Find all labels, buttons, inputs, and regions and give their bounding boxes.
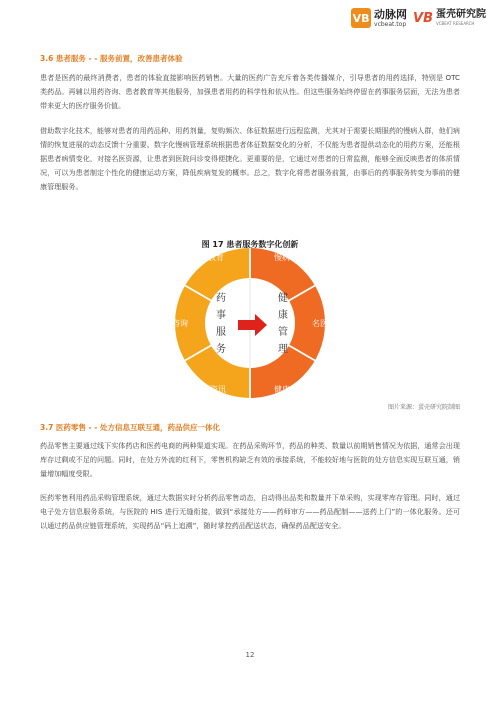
patient-service-diagram (145, 246, 355, 400)
center-left-char-2: 事 (216, 310, 226, 321)
segment-expert-consult: 名医问诊 (312, 319, 344, 328)
section-3-7-paragraph-2: 医药零售利用药品采购管理系统，通过大数据实时分析药品零售动态，自动得出品类和数量并下单采购，实现零库存管理。同时，通过电子处方信息服务系统，与医院的 HIS 进行无缝衔接，做到“承接处方——药师审方——药品配制——送药上门”的一体化服务。还可以通过药品供应链管理系统，实现药品“码上追溯”，随时掌控药品配送状态，确保药品配送安全。 (40, 493, 460, 530)
section-3-6-paragraph-1: 患者是医药的最终消费者，患者的体验直接影响医药销售。大量的医药广告充斥着各类传播媒介，引导患者的用药选择，特别是 OTC 类药品。再辅以用药咨询、患者教育等其他服务，加强患者用药的科学性和依从性。但这些服务始终停留在药事服务层面，无法为患者带来更大的医疗服务价值。 (40, 73, 460, 110)
research-logo-sub: VCBEAT RESEARCH (436, 21, 475, 26)
research-logo (413, 10, 486, 26)
vcbeat-logo-name: 动脉网 (374, 7, 408, 21)
section-3-6-paragraph-2: 借助数字化技术，能够对患者的用药品种、用药剂量，复购频次、体征数据进行远程监测，尤其对于需要长期服药的慢病人群，他们病情的恢复进展的动态反馈十分重要。数字化慢病管理系统根据患者体征数据变化的分析，不仅能为患者提供动态化的用药方案，还能根据患者病情变化，对接名医资源，让患者到医院问诊变得便捷化。更重要的是，它通过对患者的日常监测，能够全面反映患者的体质情况，可以为患者制定个性化的健康运动方案，降低疾病复发的概率。总之，数字化将患者服务前置，由事后的药事服务转变为事前的健康管理服务。 (40, 126, 460, 191)
center-right-char-1: 健 (278, 293, 288, 304)
segment-medication-consult: 用药咨询 (156, 319, 188, 328)
segment-chronic-management: 慢病管理 (274, 253, 306, 262)
segment-health-guidance: 健康指导 (274, 385, 306, 394)
vcbeat-logo (351, 8, 407, 28)
header-logos (351, 8, 486, 28)
page-number: 12 (245, 651, 255, 659)
segment-patient-education: 患者教育 (192, 253, 224, 262)
center-right-char-3: 管 (278, 327, 288, 338)
center-left-char-4: 务 (216, 344, 226, 355)
vcbeat-logo-sub: vcbeat.top (374, 20, 407, 28)
segment-medical-info: 医药资讯 (194, 385, 226, 394)
center-left-char-1: 药 (216, 293, 226, 304)
figure-source: 图片来源：蛋壳研究院制图 (387, 404, 460, 411)
section-3-6-title: 3.6 患者服务 - - 服务前置，改善患者体验 (40, 54, 183, 63)
center-left-char-3: 服 (216, 327, 226, 338)
center-right-char-2: 康 (278, 310, 288, 321)
vcbeat-logo-mark: VB (351, 8, 371, 28)
research-logo-mark: VB (413, 10, 433, 26)
section-3-7-paragraph-1: 药品零售主要通过线下实体药店和医药电商的两种渠道实现。在药品采购环节，药品的种类、数量以前期销售情况为依据，通常会出现库存过剩或不足的问题。同时，在处方外流的红利下，零售机构缺乏有效的承接系统，不能较好地与医院的处方信息实现互联互通，销量增加幅度受限。 (40, 441, 460, 478)
figure-title: 图 17 患者服务数字化创新 (201, 240, 299, 249)
research-logo-name: 蛋壳研究院 (436, 9, 486, 20)
section-3-7-title: 3.7 医药零售 - - 处方信息互联互通，药品供应一体化 (40, 423, 220, 432)
center-right-char-4: 理 (278, 344, 288, 355)
